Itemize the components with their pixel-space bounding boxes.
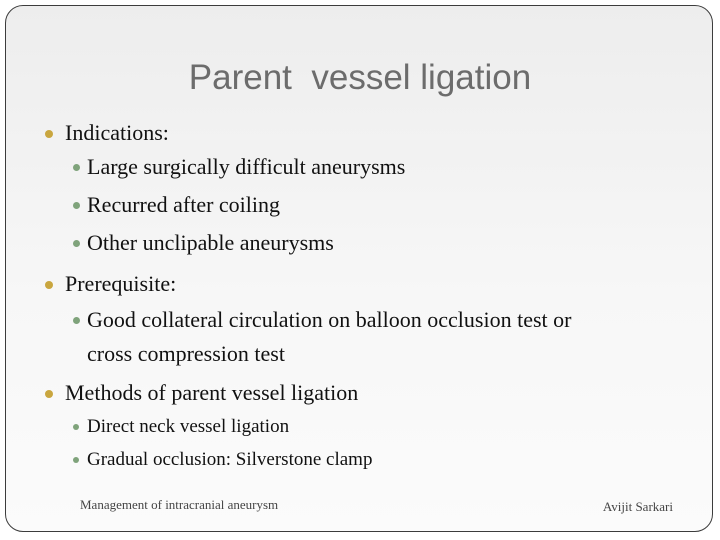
footer-presentation-title: Management of intracranial aneurysm <box>80 497 279 512</box>
slide-title: Parent vessel ligation <box>188 58 532 97</box>
bullet-dot-icon <box>73 317 80 324</box>
bullet-dot-icon <box>73 240 80 247</box>
bullet-dot-icon <box>45 130 53 138</box>
bullet-text: Large surgically difficult aneurysms <box>87 154 406 179</box>
bullet-dot-icon <box>45 281 53 289</box>
bullet-text: Methods of parent vessel ligation <box>65 380 359 405</box>
slide <box>5 5 713 532</box>
bullet-text: Direct neck vessel ligation <box>87 416 290 437</box>
bullet-dot-icon <box>73 424 79 430</box>
footer-author: Avijit Sarkari <box>602 499 673 514</box>
bullet-dot-icon <box>45 390 53 398</box>
bullet-text: Good collateral circulation on balloon occlusion test or <box>87 307 572 332</box>
bullet-text: Other unclipable aneurysms <box>87 230 334 255</box>
bullet-text: Gradual occlusion: Silverstone clamp <box>87 449 373 470</box>
bullet-dot-icon <box>73 457 79 463</box>
bullet-dot-icon <box>73 164 80 171</box>
bullet-dot-icon <box>73 202 80 209</box>
bullet-text: Recurred after coiling <box>87 192 281 217</box>
bullet-list <box>6 6 714 533</box>
bullet-text: cross compression test <box>87 341 285 366</box>
bullet-text: Prerequisite: <box>65 271 177 296</box>
bullet-text: Indications: <box>65 120 169 145</box>
